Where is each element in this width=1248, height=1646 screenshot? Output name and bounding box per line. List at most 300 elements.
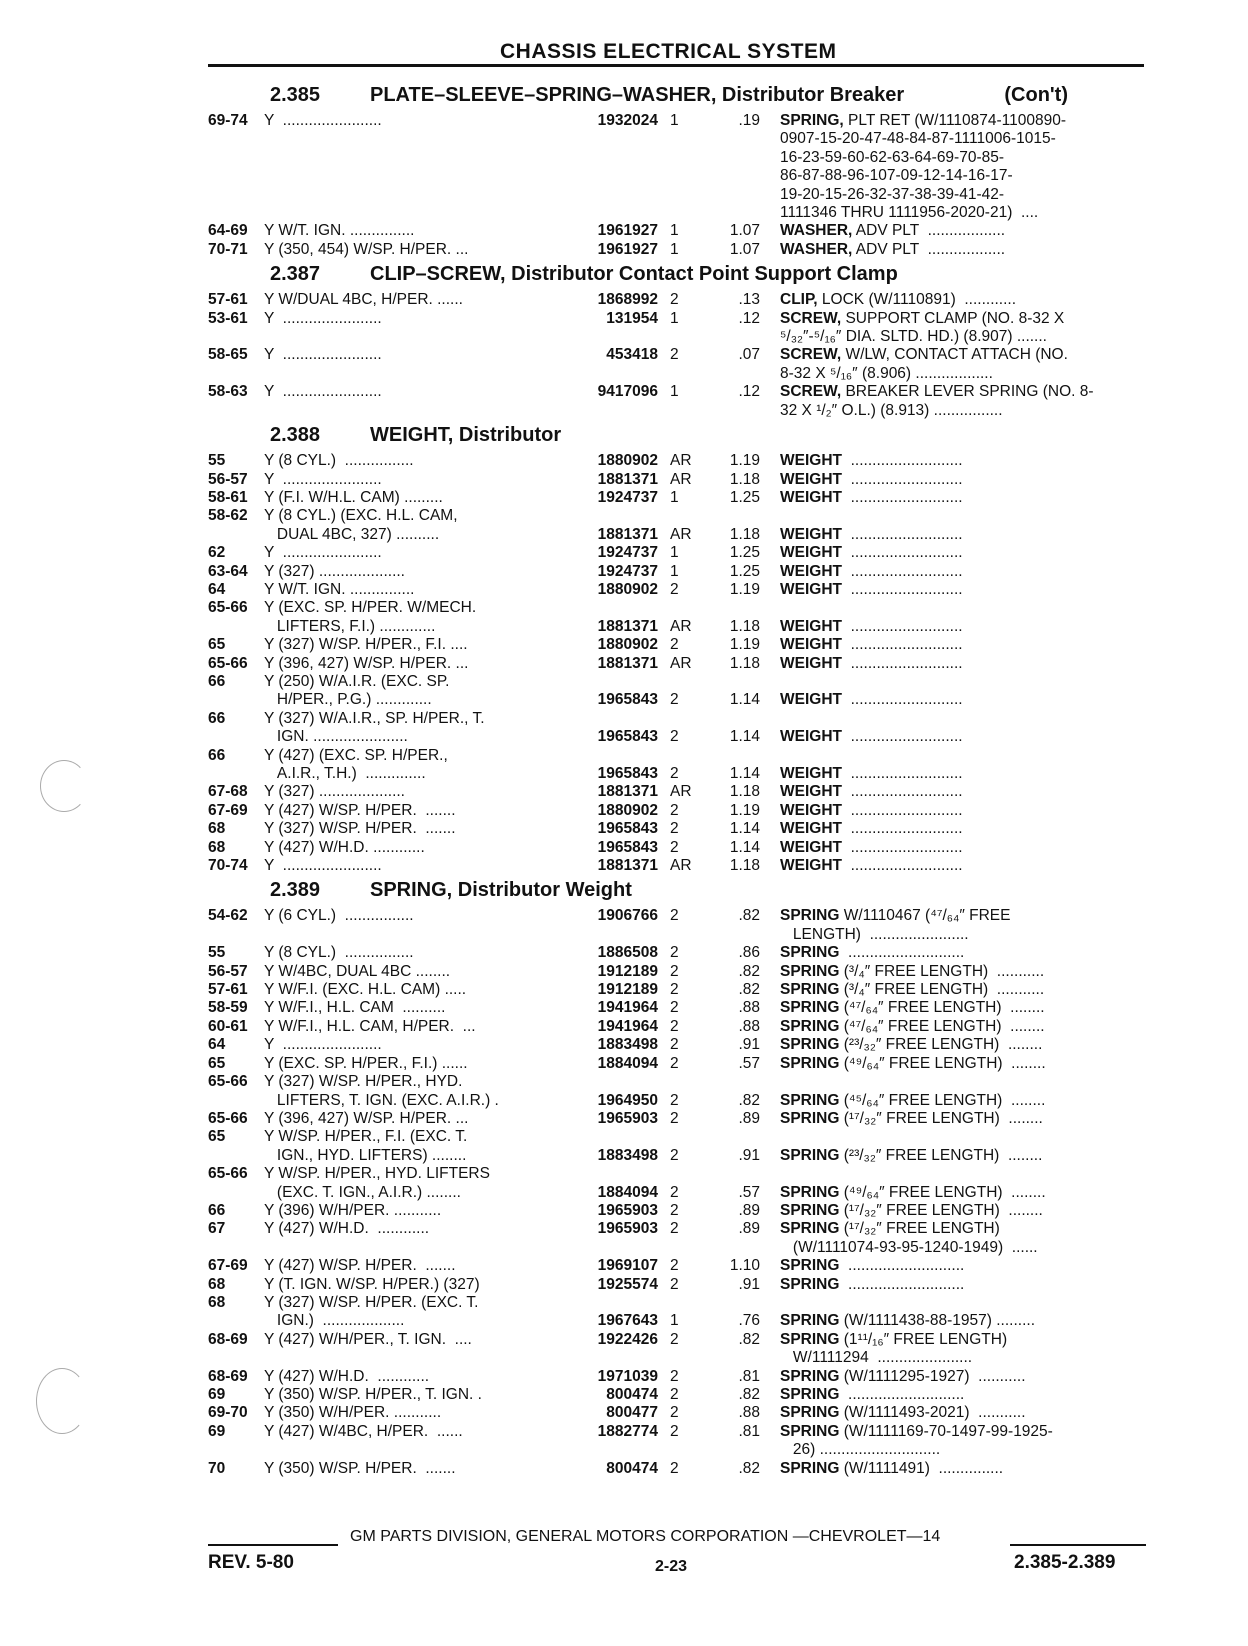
part-row (208, 383, 1148, 420)
model-years: 69-70 (208, 1404, 248, 1422)
part-number: 1924737 (597, 488, 658, 506)
model-years: 68 (208, 838, 226, 856)
description-rest: (¹⁷/₃₂″ FREE LENGTH) ........ (839, 1109, 1043, 1127)
description-rest: .......................... (842, 544, 963, 562)
quantity: 2 (670, 1220, 679, 1238)
part-number: 1969107 (597, 1257, 658, 1275)
description (780, 581, 1136, 599)
part-row (208, 999, 1148, 1017)
binder-hole-mark (40, 760, 88, 812)
description-rest: (¹⁷/₃₂″ FREE LENGTH) (W/1111074-93-95-1240-1949) ...... (792, 1220, 1038, 1256)
description-lead: SPRING (780, 1183, 840, 1201)
description (780, 291, 1136, 309)
description-lead: SPRING (780, 1036, 840, 1054)
description-rest: (W/1111295-1927) ........... (839, 1367, 1026, 1385)
application: Y ....................... (264, 346, 382, 364)
description-lead: SPRING (780, 1422, 840, 1440)
description-lead: SPRING (780, 1109, 840, 1127)
part-number: 1965843 (597, 691, 658, 709)
quantity: 2 (670, 580, 679, 598)
description (780, 1460, 1136, 1478)
description-rest: .......................... (842, 636, 963, 654)
running-head: CHASSIS ELECTRICAL SYSTEM (500, 40, 837, 63)
quantity: 2 (670, 981, 679, 999)
description-lead: SPRING (780, 944, 840, 962)
description-rest: PLT RET (W/1110874-1100890- 0907-15-20-47-48-84-87-1111006-1015- 16-23-59-60-62-63-64-69-70-85- 86-87-88-96-107-09-12-14-16-17- 19-20-15-26-32-37-38-39-41-42- 1111346 THRU 1111956-2020-21) .... (780, 112, 1067, 222)
part-row (208, 944, 1148, 962)
description-lead: SPRING (780, 1459, 840, 1477)
price: .82 (738, 981, 760, 999)
description (780, 310, 1136, 347)
description-lead: WEIGHT (780, 580, 842, 598)
description (780, 963, 1136, 981)
description-lead: SCREW, (780, 383, 842, 401)
model-years: 69 (208, 1386, 226, 1403)
model-years: 67-69 (208, 801, 248, 819)
description (780, 544, 1136, 562)
part-number: 1868992 (597, 291, 658, 309)
part-row (208, 544, 1148, 562)
description-lead: WEIGHT (780, 617, 842, 635)
part-row (208, 1036, 1148, 1054)
part-number: 1961927 (597, 222, 658, 240)
price: 1.19 (729, 580, 760, 598)
description (780, 112, 1136, 222)
part-number: 1965903 (597, 1109, 658, 1127)
price: 1.07 (729, 240, 760, 258)
description (780, 489, 1136, 507)
part-number: 1912189 (597, 962, 658, 980)
price: 1.14 (729, 691, 760, 709)
footer-rule-right (1010, 1544, 1146, 1546)
description-rest: (1¹¹/₁₆″ FREE LENGTH) W/1111294 ...................... (792, 1330, 1008, 1367)
part-row (208, 1386, 1148, 1404)
model-years: 68-69 (208, 1367, 248, 1385)
description-lead: WEIGHT (780, 654, 842, 672)
price: 1.10 (729, 1257, 760, 1275)
quantity: 2 (670, 291, 679, 309)
quantity: 2 (670, 1017, 679, 1035)
quantity: 1 (670, 112, 679, 129)
description (780, 1128, 1136, 1165)
section-title: WEIGHT, Distributor (370, 424, 562, 447)
description (780, 563, 1136, 581)
application: Y (427) W/SP. H/PER. ....... (264, 801, 456, 819)
description-rest: .......................... (842, 691, 963, 709)
footer-page-number: 2-23 (655, 1558, 688, 1575)
description (780, 222, 1136, 240)
description-lead: SPRING (780, 1017, 840, 1035)
price: 1.25 (729, 544, 760, 562)
model-years: 70 (208, 1459, 226, 1477)
section-continued: (Con't) (1004, 84, 1068, 106)
part-number: 1883498 (597, 1036, 658, 1054)
description (780, 507, 1136, 544)
quantity: 2 (670, 1330, 679, 1348)
quantity: 1 (670, 544, 679, 562)
description-lead: SPRING (780, 1312, 840, 1330)
price: .82 (738, 1091, 760, 1109)
application: Y W/DUAL 4BC, H/PER. ...... (264, 291, 463, 309)
model-years: 65-66 (208, 654, 248, 672)
description-rest: (W/1111438-88-1957) ......... (839, 1312, 1036, 1330)
model-years: 66 (208, 709, 226, 727)
model-years: 56-57 (208, 470, 248, 488)
model-years: 65 (208, 636, 226, 654)
part-row (208, 346, 1148, 383)
application: Y (427) W/H/PER., T. IGN. .... (264, 1330, 472, 1348)
price: 1.07 (729, 222, 760, 240)
model-years: 58-65 (208, 346, 248, 364)
application: Y ....................... (264, 470, 382, 488)
binder-hole-mark (36, 1368, 88, 1434)
quantity: AR (670, 470, 692, 488)
application: Y ....................... (264, 383, 382, 401)
description (780, 857, 1136, 875)
part-number: 1971039 (597, 1367, 658, 1385)
part-number: 1886508 (597, 944, 658, 962)
part-row (208, 710, 1148, 747)
price: .82 (738, 1459, 760, 1477)
part-row (208, 1331, 1148, 1368)
part-number: 1881371 (597, 617, 658, 635)
description-rest: .......................... (842, 728, 963, 746)
quantity: 2 (670, 1146, 679, 1164)
part-row (208, 1423, 1148, 1460)
model-years: 68-69 (208, 1330, 248, 1348)
application: Y (8 CYL.) ................ (264, 452, 414, 470)
price: 1.14 (729, 820, 760, 838)
application: Y (427) W/H.D. ............ (264, 1367, 430, 1385)
description (780, 1386, 1136, 1404)
application: Y W/T. IGN. ............... (264, 580, 415, 598)
description-lead: SPRING (780, 1257, 840, 1275)
price: 1.14 (729, 728, 760, 746)
quantity: 2 (670, 1386, 679, 1403)
model-years: 68 (208, 1275, 226, 1293)
description-rest: (⁴⁹/₆₄″ FREE LENGTH) ........ (839, 1183, 1046, 1201)
part-number: 1906766 (597, 907, 658, 925)
quantity: 2 (670, 838, 679, 856)
part-number: 1924737 (597, 562, 658, 580)
description-lead: WEIGHT (780, 636, 842, 654)
description-rest: (⁴⁷/₆₄″ FREE LENGTH) ........ (839, 1017, 1045, 1035)
model-years: 58-59 (208, 999, 248, 1017)
quantity: 2 (670, 962, 679, 980)
part-row (208, 839, 1148, 857)
quantity: 2 (670, 1404, 679, 1422)
quantity: 2 (670, 944, 679, 962)
description (780, 1294, 1136, 1331)
price: .89 (738, 1220, 760, 1238)
description-rest: ........................... (839, 1257, 965, 1275)
part-number: 1965903 (597, 1201, 658, 1219)
model-years: 65-66 (208, 1073, 248, 1091)
model-years: 58-62 (208, 507, 248, 525)
description-rest: (¹⁷/₃₂″ FREE LENGTH) ........ (839, 1201, 1043, 1219)
part-number: 453418 (606, 346, 658, 364)
application: Y (EXC. SP. H/PER. W/MECH. LIFTERS, F.I.) ............. (264, 599, 477, 635)
part-number: 1961927 (597, 240, 658, 258)
model-years: 65-66 (208, 1109, 248, 1127)
part-row (208, 112, 1148, 222)
application: Y W/SP. H/PER., HYD. LIFTERS (EXC. T. IGN., A.I.R.) ........ (264, 1165, 490, 1201)
part-row (208, 1165, 1148, 1202)
description-rest: .......................... (842, 783, 963, 801)
description (780, 839, 1136, 857)
description (780, 1404, 1136, 1422)
part-row (208, 291, 1148, 309)
description-lead: SCREW, (780, 346, 842, 364)
part-row (208, 1018, 1148, 1036)
description-lead: WEIGHT (780, 728, 842, 746)
quantity: AR (670, 783, 692, 801)
price: 1.14 (729, 838, 760, 856)
part-number: 1881371 (597, 654, 658, 672)
quantity: 2 (670, 1257, 679, 1275)
description (780, 1276, 1136, 1294)
model-years: 66 (208, 1201, 226, 1219)
section-title: CLIP–SCREW, Distributor Contact Point Support Clamp (370, 263, 898, 286)
description-rest: .......................... (842, 765, 963, 782)
parts-list (208, 80, 1148, 1478)
description-rest: .......................... (842, 820, 963, 838)
part-row (208, 802, 1148, 820)
part-row (208, 1368, 1148, 1386)
price: 1.18 (729, 654, 760, 672)
section-title: SPRING, Distributor Weight (370, 879, 632, 902)
part-number: 1881371 (597, 470, 658, 488)
description (780, 1331, 1136, 1368)
part-row (208, 1202, 1148, 1220)
application: Y ....................... (264, 857, 382, 875)
description-lead: SPRING (780, 981, 840, 999)
price: .19 (738, 112, 760, 129)
part-number: 1912189 (597, 981, 658, 999)
application: Y (327) W/SP. H/PER., F.I. .... (264, 636, 468, 654)
model-years: 62 (208, 544, 226, 562)
quantity: 2 (670, 1367, 679, 1385)
description (780, 1073, 1136, 1110)
description-lead: WEIGHT (780, 544, 842, 562)
price: .57 (738, 1054, 760, 1072)
quantity: 1 (670, 240, 679, 258)
part-number: 1967643 (597, 1312, 658, 1330)
price: .88 (738, 1404, 760, 1422)
part-number: 1881371 (597, 857, 658, 875)
price: 1.18 (729, 525, 760, 543)
description-rest: W/1110467 (⁴⁷/₆₄″ FREE LENGTH) ....................... (792, 907, 1011, 943)
model-years: 53-61 (208, 309, 248, 327)
part-number: 1964950 (597, 1091, 658, 1109)
model-years: 56-57 (208, 962, 248, 980)
part-number: 1965843 (597, 728, 658, 746)
description (780, 452, 1136, 470)
application: Y ....................... (264, 544, 382, 562)
description-lead: SPRING (780, 1275, 840, 1293)
application: Y W/4BC, DUAL 4BC ........ (264, 962, 451, 980)
quantity: 2 (670, 1054, 679, 1072)
description-rest: (²³/₃₂″ FREE LENGTH) ........ (839, 1036, 1043, 1054)
price: .91 (738, 1275, 760, 1293)
part-row (208, 1257, 1148, 1275)
description (780, 1368, 1136, 1386)
description-rest: LOCK (W/1110891) ............ (817, 291, 1017, 309)
part-number: 1924737 (597, 544, 658, 562)
application: Y (396) W/H/PER. ........... (264, 1201, 442, 1219)
description (780, 802, 1136, 820)
model-years: 64 (208, 1036, 226, 1054)
application: Y (327) .................... (264, 783, 405, 801)
quantity: 2 (670, 1275, 679, 1293)
part-number: 800474 (606, 1459, 658, 1477)
price: 1.18 (729, 470, 760, 488)
model-years: 63-64 (208, 562, 248, 580)
description (780, 1220, 1136, 1257)
price: .88 (738, 999, 760, 1017)
description-rest: .......................... (842, 654, 963, 672)
application: Y W/T. IGN. ............... (264, 222, 415, 240)
description-lead: WASHER, (780, 222, 853, 240)
price: .82 (738, 1386, 760, 1403)
application: Y (327) W/SP. H/PER. ....... (264, 820, 456, 838)
quantity: 2 (670, 728, 679, 746)
part-row (208, 747, 1148, 784)
part-number: 1922426 (597, 1330, 658, 1348)
price: 1.18 (729, 857, 760, 875)
description-lead: WEIGHT (780, 765, 842, 782)
model-years: 64 (208, 580, 226, 598)
model-years: 66 (208, 746, 226, 764)
description-lead: WEIGHT (780, 801, 842, 819)
application: Y (F.I. W/H.L. CAM) ......... (264, 488, 443, 506)
price: .89 (738, 1109, 760, 1127)
model-years: 67-68 (208, 783, 248, 801)
description-rest: .......................... (842, 617, 963, 635)
description-rest: (³/₄″ FREE LENGTH) ........... (839, 962, 1045, 980)
part-row (208, 1110, 1148, 1128)
description-rest: .......................... (842, 580, 963, 598)
description-rest: (³/₄″ FREE LENGTH) ........... (839, 981, 1045, 999)
quantity: 1 (670, 1312, 679, 1330)
part-row (208, 452, 1148, 470)
description-rest: BREAKER LEVER SPRING (NO. 8- 32 X ¹/₂″ O.L.) (8.913) ................ (780, 383, 1094, 419)
price: .07 (738, 346, 760, 364)
application: Y W/F.I., H.L. CAM .......... (264, 999, 446, 1017)
description-lead: WEIGHT (780, 452, 842, 470)
description (780, 655, 1136, 673)
part-number: 1884094 (597, 1183, 658, 1201)
description-rest: .......................... (842, 470, 963, 488)
footer-section-range: 2.385-2.389 (1014, 1552, 1116, 1573)
description-rest: .......................... (842, 452, 963, 470)
application: Y (8 CYL.) (EXC. H.L. CAM, DUAL 4BC, 327) .......... (264, 507, 458, 543)
part-number: 1881371 (597, 525, 658, 543)
quantity: 2 (670, 1183, 679, 1201)
part-row (208, 963, 1148, 981)
description-lead: SPRING (780, 1146, 840, 1164)
description (780, 1257, 1136, 1275)
part-row (208, 489, 1148, 507)
model-years: 66 (208, 672, 226, 690)
quantity: 2 (670, 1422, 679, 1440)
price: 1.14 (729, 765, 760, 782)
description (780, 783, 1136, 801)
quantity: 1 (670, 309, 679, 327)
price: .76 (738, 1312, 760, 1330)
description-lead: SPRING (780, 907, 840, 925)
description (780, 1110, 1136, 1128)
header-rule (208, 64, 1144, 67)
model-years: 65 (208, 1054, 226, 1072)
quantity: 2 (670, 636, 679, 654)
price: 1.18 (729, 783, 760, 801)
quantity: 2 (670, 1459, 679, 1477)
part-row (208, 820, 1148, 838)
model-years: 58-61 (208, 488, 248, 506)
description-lead: WEIGHT (780, 691, 842, 709)
description-lead: WEIGHT (780, 488, 842, 506)
description-lead: SPRING (780, 962, 840, 980)
model-years: 69 (208, 1422, 226, 1440)
application: Y (350, 454) W/SP. H/PER. ... (264, 240, 469, 258)
part-number: 9417096 (597, 383, 658, 401)
price: 1.19 (729, 452, 760, 470)
description (780, 1055, 1136, 1073)
description-lead: SPRING (780, 1201, 840, 1219)
description-lead: WEIGHT (780, 857, 842, 875)
application: Y W/SP. H/PER., F.I. (EXC. T. IGN., HYD. LIFTERS) ........ (264, 1128, 468, 1164)
price: 1.19 (729, 636, 760, 654)
application: Y (396, 427) W/SP. H/PER. ... (264, 654, 469, 672)
description (780, 710, 1136, 747)
price: .82 (738, 907, 760, 925)
part-number: 1881371 (597, 783, 658, 801)
description (780, 820, 1136, 838)
description-rest: (⁴⁵/₆₄″ FREE LENGTH) ........ (839, 1091, 1046, 1109)
model-years: 67-69 (208, 1257, 248, 1275)
price: 1.19 (729, 801, 760, 819)
model-years: 65 (208, 1128, 226, 1146)
price: .12 (738, 309, 760, 327)
quantity: AR (670, 452, 692, 470)
part-number: 1965843 (597, 820, 658, 838)
model-years: 57-61 (208, 981, 248, 999)
application: Y (8 CYL.) ................ (264, 944, 414, 962)
application: Y (396, 427) W/SP. H/PER. ... (264, 1109, 469, 1127)
description-rest: ADV PLT .................. (852, 222, 1006, 240)
part-row (208, 673, 1148, 710)
model-years: 68 (208, 820, 226, 838)
description (780, 747, 1136, 784)
application: Y (427) (EXC. SP. H/PER., A.I.R., T.H.) .............. (264, 746, 448, 782)
description (780, 999, 1136, 1017)
quantity: 2 (670, 765, 679, 782)
model-years: 69-74 (208, 112, 248, 129)
price: .81 (738, 1422, 760, 1440)
section-heading (208, 879, 1148, 907)
part-number: 800477 (606, 1404, 658, 1422)
model-years: 57-61 (208, 291, 248, 309)
price: .91 (738, 1036, 760, 1054)
price: 1.25 (729, 488, 760, 506)
description-rest: (⁴⁹/₆₄″ FREE LENGTH) ........ (839, 1054, 1046, 1072)
part-number: 1880902 (597, 636, 658, 654)
model-years: 70-71 (208, 240, 248, 258)
application: Y (427) W/4BC, H/PER. ...... (264, 1422, 463, 1440)
part-row (208, 1220, 1148, 1257)
quantity: 2 (670, 907, 679, 925)
